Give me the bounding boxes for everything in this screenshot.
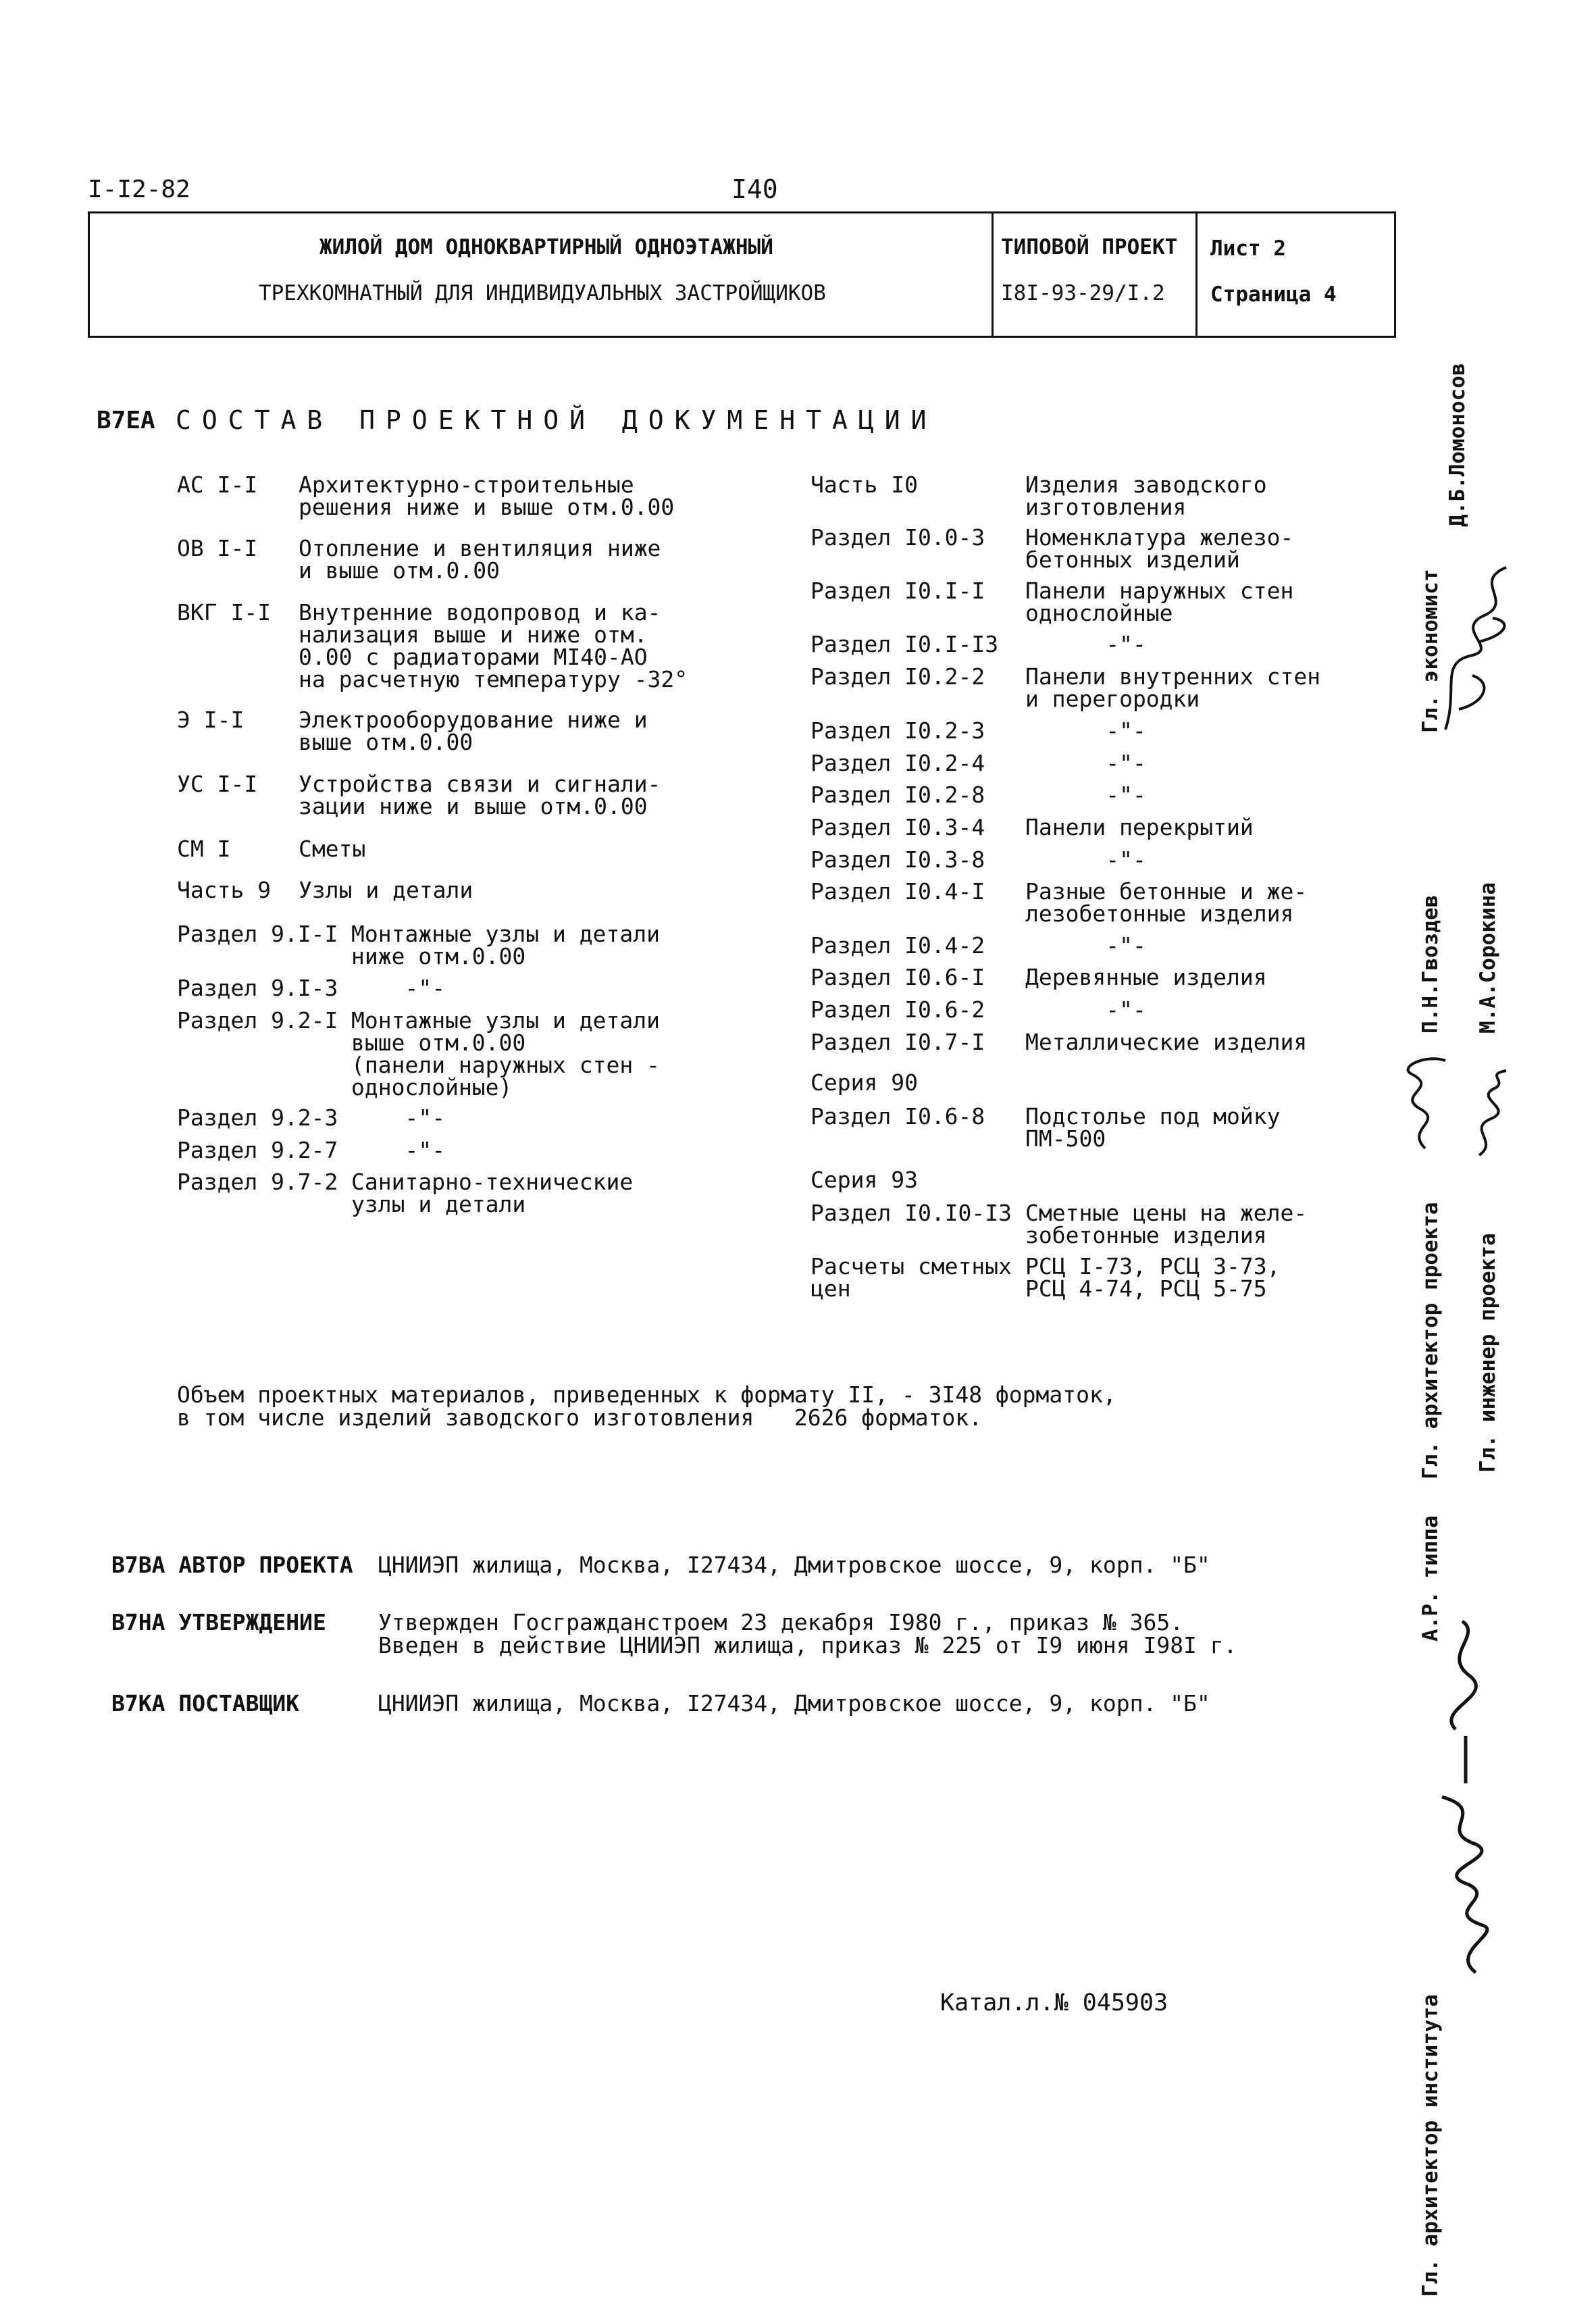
item-desc: -"- <box>351 1137 446 1163</box>
entry-text: ЦНИИЭП жилища, Москва, I27434, Дмитровское шоссе, 9, корп. "Б" <box>378 1552 1210 1578</box>
item-code: Раздел I0.4-I <box>810 878 985 905</box>
item-code: Раздел I0.2-3 <box>810 717 985 744</box>
item-code: Раздел 9.I-3 <box>177 975 338 1001</box>
document-code: I-I2-82 <box>88 176 190 203</box>
item-code: Часть I0 <box>810 472 918 498</box>
chief-architect-project-name: П.Н.Гвоздев <box>1418 894 1443 1034</box>
item-desc: Деревянные изделия <box>1025 964 1267 990</box>
item-desc: Монтажные узлы и детали ниже отм.0.00 <box>351 921 660 969</box>
item-code: Раздел 9.2-I <box>177 1007 338 1034</box>
title-line-2: ТРЕХКОМНАТНЫЙ ДЛЯ ИНДИВИДУАЛЬНЫХ ЗАСТРОЙЩИКОВ <box>259 281 826 305</box>
item-desc: Панели внутренних стен и перегородки <box>1025 663 1321 712</box>
sheet-cell <box>1195 213 1394 336</box>
sheet-label: Лист 2 <box>1210 236 1286 261</box>
title-line-1: ЖИЛОЙ ДОМ ОДНОКВАРТИРНЫЙ ОДНОЭТАЖНЫЙ <box>319 235 773 259</box>
entry-code: В7НА УТВЕРЖДЕНИЕ <box>111 1609 326 1635</box>
item-desc: -"- <box>1025 996 1146 1023</box>
item-code: Серия 93 <box>810 1167 918 1193</box>
volume-note: Объем проектных материалов, приведенных к формату II, - 3I48 форматок, в том числе изделий заводского изготовления 2626 форматок. <box>177 1381 1116 1431</box>
project-label: ТИПОВОЙ ПРОЕКТ <box>1001 235 1178 259</box>
item-desc: Панели наружных стен однослойные <box>1025 578 1294 626</box>
item-desc: Сметы <box>299 836 366 862</box>
section-code: В7ЕА <box>97 407 155 434</box>
chief-engineer-signature-icon <box>1459 1067 1520 1162</box>
item-desc: Отопление и вентиляция ниже и выше отм.0.00 <box>299 535 661 584</box>
item-code: Раздел I0.4-2 <box>810 932 985 959</box>
economist-name: Д.Б.Ломоносов <box>1445 363 1470 527</box>
section-title: СОСТАВ ПРОЕКТНОЙ ДОКУМЕНТАЦИИ <box>176 405 937 435</box>
chief-architect-project-title: Гл. архитектор проекта <box>1418 1202 1443 1479</box>
chief-engineer-name: М.А.Сорокина <box>1476 882 1500 1034</box>
item-desc: Электрооборудование ниже и выше отм.0.00 <box>299 707 648 755</box>
item-code: Раздел I0.2-2 <box>810 663 985 690</box>
item-code: Раздел I0.6-2 <box>810 996 985 1023</box>
economist-title: Гл. экономист <box>1418 569 1443 733</box>
item-code: УС I-I <box>177 771 258 797</box>
item-code: СМ I <box>177 836 231 862</box>
item-desc: Санитарно-технические узлы и детали <box>351 1169 634 1217</box>
item-code: Раздел I0.I0-I3 <box>810 1200 1012 1226</box>
item-desc: -"- <box>1025 631 1146 657</box>
item-code: ОВ I-I <box>177 535 258 561</box>
item-code: Раздел I0.3-4 <box>810 814 985 840</box>
item-code: Раздел 9.2-3 <box>177 1104 338 1131</box>
item-code: ВКГ I-I <box>177 599 272 626</box>
item-desc: Устройства связи и сигнали- зации ниже и выше отм.0.00 <box>299 771 661 819</box>
item-desc: -"- <box>1025 932 1146 959</box>
item-code: Расчеты сметных цен <box>810 1253 1012 1302</box>
item-code: Раздел I0.0-3 <box>810 524 985 551</box>
economist-signature-icon <box>1432 554 1533 743</box>
item-code: Раздел I0.I-I <box>810 578 985 604</box>
item-code: Раздел I0.3-8 <box>810 846 985 873</box>
entry-code: В7КА ПОСТАВЩИК <box>111 1690 300 1717</box>
title-block <box>88 211 1396 338</box>
item-desc: РСЦ I-73, РСЦ 3-73, РСЦ 4-74, РСЦ 5-75 <box>1025 1253 1281 1302</box>
entry-text: Утвержден Госгражданстроем 23 декабря I980 г., приказ № 365. Введен в действие ЦНИИЭП жилища, приказ № 225 от I9 июня I98I г. <box>378 1609 1237 1658</box>
page-label: Страница 4 <box>1210 282 1337 307</box>
item-code: Раздел I0.2-8 <box>810 782 985 808</box>
item-desc: -"- <box>351 1104 446 1131</box>
item-code: Раздел I0.I-I3 <box>810 631 999 657</box>
item-code: АС I-I <box>177 472 258 498</box>
item-desc: Изделия заводского изготовления <box>1025 472 1267 520</box>
chief-architect-institute-title: Гл. архитектор института <box>1418 1994 1443 2297</box>
institute-architect-signature-icon <box>1415 1608 1516 1986</box>
item-desc: -"- <box>1025 782 1146 808</box>
item-desc: Внутренние водопровод и ка- нализация выше и ниже отм. 0.00 с радиаторами МI40-АО на расчетную температуру -32° <box>299 599 688 692</box>
item-code: Раздел I0.6-8 <box>810 1103 985 1129</box>
item-desc: Панели перекрытий <box>1025 814 1254 840</box>
item-code: Серия 90 <box>810 1069 918 1096</box>
title-cell <box>90 213 994 336</box>
chief-architect-institute-name: А.Р. типпа <box>1418 1515 1443 1642</box>
item-desc: -"- <box>1025 846 1146 873</box>
item-code: Э I-I <box>177 707 244 733</box>
item-desc: -"- <box>1025 717 1146 744</box>
item-code: Раздел 9.7-2 <box>177 1169 338 1195</box>
item-desc: Металлические изделия <box>1025 1029 1308 1055</box>
entry-code: В7ВА АВТОР ПРОЕКТА <box>111 1552 353 1578</box>
project-number: I8I-93-29/I.2 <box>1001 281 1165 305</box>
item-code: Часть 9 <box>177 877 272 903</box>
item-code: Раздел 9.I-I <box>177 921 338 947</box>
chief-engineer-title: Гл. инженер проекта <box>1476 1233 1500 1473</box>
project-cell <box>992 213 1198 336</box>
item-desc: -"- <box>351 975 446 1001</box>
item-code: Раздел I0.7-I <box>810 1029 985 1055</box>
catalog-number: Катал.л.№ 045903 <box>940 1989 1168 2016</box>
item-desc: Подстолье под мойку ПМ-500 <box>1025 1103 1281 1152</box>
item-code: Раздел I0.2-4 <box>810 750 985 776</box>
item-desc: Архитектурно-строительные решения ниже и выше отм.0.00 <box>299 472 675 520</box>
item-code: Раздел I0.6-I <box>810 964 985 990</box>
item-desc: Монтажные узлы и детали выше отм.0.00 (панели наружных стен - однослойные) <box>351 1007 660 1100</box>
item-code: Раздел 9.2-7 <box>177 1137 338 1163</box>
item-desc: Сметные цены на желе- зобетонные изделия <box>1025 1200 1308 1248</box>
item-desc: -"- <box>1025 750 1146 776</box>
chief-architect-signature-icon <box>1385 1047 1459 1155</box>
item-desc: Номенклатура железо- бетонных изделий <box>1025 524 1294 573</box>
item-desc: Узлы и детали <box>299 877 473 903</box>
entry-text: ЦНИИЭП жилища, Москва, I27434, Дмитровское шоссе, 9, корп. "Б" <box>378 1690 1210 1717</box>
page-number: I40 <box>731 174 778 204</box>
item-desc: Разные бетонные и же- лезобетонные изделия <box>1025 878 1308 927</box>
